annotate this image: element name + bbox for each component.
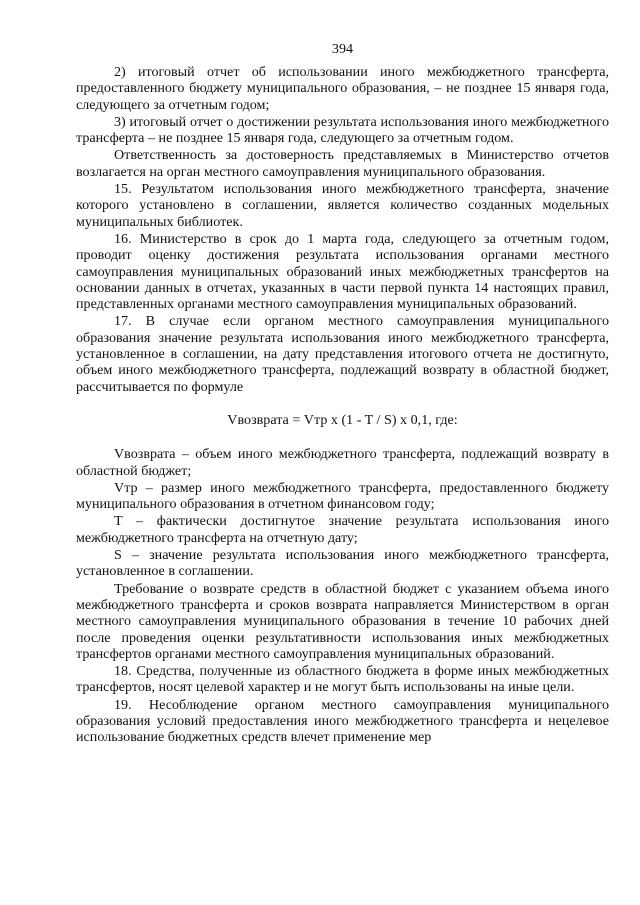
- paragraph-17: 17. В случае если органом местного самоуправления муниципального образования значение результата использования иного межбюджетного трансферта, установленное в соглашении, на дату представления итогового отчета не достигнуто, объем иного межбюджетного трансферта, подлежащий возврату в областной бюджет, рассчитывается по формуле: [76, 313, 609, 395]
- paragraph-item-2: 2) итоговый отчет об использовании иного межбюджетного трансферта, предоставленного бюджету муниципального образования, – не позднее 15 января года, следующего за отчетным годом;: [76, 64, 609, 113]
- return-volume-formula: Vвозврата = Vтр x (1 - T / S) x 0,1, где:: [227, 411, 458, 428]
- paragraph-16: 16. Министерство в срок до 1 марта года, следующего за отчетным годом, проводит оценку достижения результата использования органами местного самоуправления муниципальных образований иных межбюджетных трансфертов на основании данных в отчетах, указанных в части первой пункта 14 настоящих правил, представленных органами местного самоуправления муниципальных образований.: [76, 230, 609, 313]
- paragraph-return-requirement: Требование о возврате средств в областной бюджет с указанием объема иного межбюджетного трансферта и сроков возврата направляется Министерством в орган местного самоуправления муниципального образования в течение 10 рабочих дней после проведения оценки результативности использования иных межбюджетных трансфертов органами местного самоуправления муниципальных образований.: [76, 580, 609, 662]
- paragraph-responsibility: Ответственность за достоверность представляемых в Министерство отчетов возлагается на орган местного самоуправления муниципального образования.: [76, 147, 609, 180]
- definition-t: T – фактически достигнутое значение результата использования иного межбюджетного трансферта на отчетную дату;: [76, 513, 609, 546]
- paragraph-19: 19. Несоблюдение органом местного самоуправления муниципального образования условий предоставления иного межбюджетного трансферта и нецелевое использование бюджетных средств влечет применение мер: [76, 696, 609, 746]
- definition-s: S – значение результата использования иного межбюджетного трансферта, установленное в соглашении.: [76, 547, 609, 580]
- page-number: 394: [331, 41, 354, 57]
- definition-v-return: Vвозврата – объем иного межбюджетного трансферта, подлежащий возврату в областной бюджет;: [76, 446, 609, 479]
- paragraph-18: 18. Средства, полученные из областного бюджета в форме иных межбюджетных трансфертов, носят целевой характер и не могут быть использованы на иные цели.: [76, 663, 609, 696]
- definition-v-tr: Vтр – размер иного межбюджетного трансферта, предоставленного бюджету муниципального образования в отчетном финансовом году;: [76, 479, 609, 513]
- document-page: [76, 0, 609, 747]
- paragraph-15: 15. Результатом использования иного межбюджетного трансферта, значение которого установлено в соглашении, является количество созданных модельных муниципальных библиотек.: [76, 181, 609, 230]
- paragraph-item-3: 3) итоговый отчет о достижении результата использования иного межбюджетного трансферта – не позднее 15 января года, следующего за отчетным годом.: [76, 113, 609, 147]
